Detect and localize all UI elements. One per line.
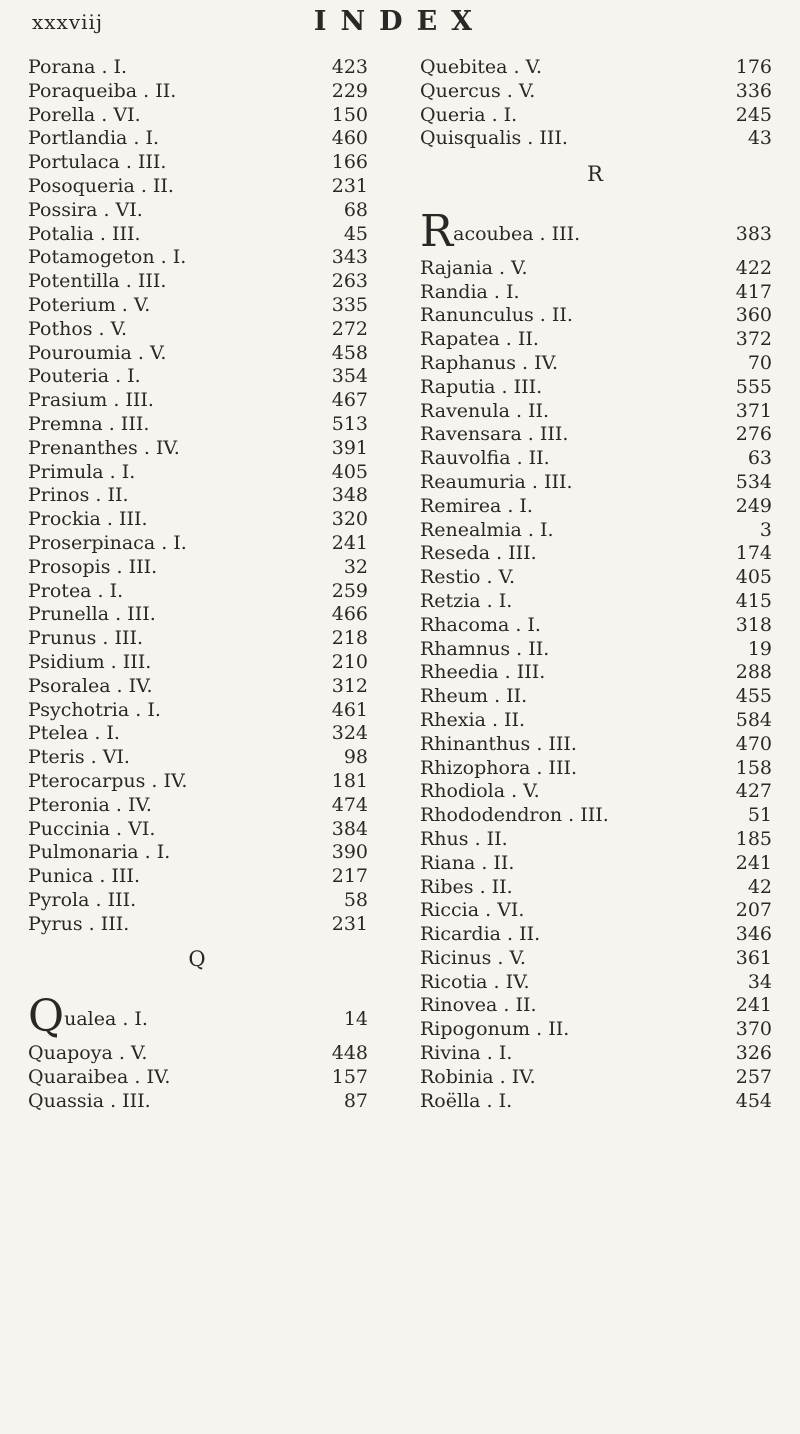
entry-page: 336	[735, 79, 772, 102]
entry-name: Rinovea . II.	[420, 994, 537, 1017]
index-entry	[28, 437, 368, 461]
entry-name: Raphanus . IV.	[420, 351, 559, 374]
entry-name: Punica . III.	[28, 865, 140, 888]
index-entry	[420, 257, 772, 281]
entry-name: Posoqueria . II.	[28, 174, 174, 197]
entry-name: Possira . VI.	[28, 198, 143, 221]
entry-name: ualea . I.	[64, 1008, 148, 1031]
entry-page: 43	[747, 127, 772, 150]
index-entry	[420, 1042, 772, 1066]
entry-name: Prockia . III.	[28, 508, 148, 531]
entry-name: Ribes . II.	[420, 875, 513, 898]
entry-page: 312	[331, 674, 368, 697]
drop-cap-q: Q	[28, 991, 65, 1043]
index-entry	[28, 889, 368, 913]
entry-page: 58	[343, 888, 368, 911]
entry-page: 19	[747, 637, 772, 660]
entry-page: 272	[331, 317, 368, 340]
entry-name: Protea . I.	[28, 579, 124, 602]
entry-name: acoubea . III.	[453, 222, 581, 245]
section-heading-r: R	[587, 162, 605, 187]
entry-name: Ricinus . V.	[420, 946, 526, 969]
index-entry	[420, 80, 772, 104]
entry-page: 324	[331, 722, 368, 745]
entry-page: 68	[343, 198, 368, 221]
right-entries-r	[420, 257, 772, 1114]
entry-page: 405	[331, 460, 368, 483]
entry-name: Ricotia . IV.	[420, 970, 530, 993]
index-entry	[28, 199, 368, 223]
index-entry	[420, 56, 772, 80]
entry-page: 174	[735, 542, 772, 565]
entry-page: 354	[331, 365, 368, 388]
entry-page: 460	[331, 127, 368, 150]
entry-name: Proserpinaca . I.	[28, 531, 187, 554]
entry-page: 390	[331, 841, 368, 864]
entry-page: 231	[331, 912, 368, 935]
entry-page: 257	[735, 1065, 772, 1088]
entry-page: 87	[343, 1089, 368, 1112]
entry-name: Pouteria . I.	[28, 365, 141, 388]
entry-name: Porella . VI.	[28, 103, 141, 126]
left-entries-p	[28, 56, 368, 936]
entry-name: Ricardia . II.	[420, 923, 541, 946]
entry-name: Poraqueiba . II.	[28, 79, 177, 102]
entry-name: Portulaca . III.	[28, 151, 167, 174]
entry-name: Rhamnus . II.	[420, 637, 550, 660]
entry-name: Pteronia . IV.	[28, 793, 152, 816]
entry-page: 51	[747, 804, 772, 827]
entry-page: 42	[747, 875, 772, 898]
entry-page: 467	[331, 389, 368, 412]
index-entry	[28, 1042, 368, 1066]
entry-page: 405	[735, 566, 772, 589]
index-entry	[28, 365, 368, 389]
entry-name: Rhinanthus . III.	[420, 732, 577, 755]
entry-page: 461	[331, 698, 368, 721]
index-entry	[28, 413, 368, 437]
entry-page: 348	[331, 484, 368, 507]
entry-page: 422	[735, 256, 772, 279]
entry-name: Reaumuria . III.	[420, 470, 573, 493]
entry-page: 218	[331, 627, 368, 650]
index-entry	[420, 590, 772, 614]
entry-page: 288	[735, 661, 772, 684]
entry-page: 241	[331, 531, 368, 554]
index-entry	[28, 770, 368, 794]
entry-page: 346	[735, 923, 772, 946]
index-entry	[28, 746, 368, 770]
index-entry	[28, 389, 368, 413]
section-heading-q: Q	[188, 947, 208, 972]
entry-page: 249	[735, 494, 772, 517]
entry-name: Ranunculus . II.	[420, 304, 573, 327]
entry-name: Pteris . VI.	[28, 746, 130, 769]
entry-page: 150	[331, 103, 368, 126]
index-entry-drop-cap	[420, 199, 772, 257]
index-entry	[28, 532, 368, 556]
entry-page: 534	[735, 470, 772, 493]
index-entry	[28, 223, 368, 247]
index-entry	[420, 566, 772, 590]
page-number: xxxviij	[32, 10, 104, 34]
entry-name: Rajania . V.	[420, 256, 528, 279]
entry-page: 555	[735, 375, 772, 398]
entry-page: 423	[331, 56, 368, 78]
entry-name: Psoralea . IV.	[28, 674, 153, 697]
entry-name: Roëlla . I.	[420, 1089, 513, 1112]
index-entry	[420, 423, 772, 447]
entry-page: 454	[735, 1089, 772, 1112]
entry-name: Porana . I.	[28, 56, 128, 78]
entry-name: Prosopis . III.	[28, 555, 158, 578]
index-entry	[28, 627, 368, 651]
index-entry	[420, 876, 772, 900]
index-entry	[28, 841, 368, 865]
index-entry	[420, 447, 772, 471]
entry-name: Potentilla . III.	[28, 270, 167, 293]
drop-cap-r: R	[420, 205, 454, 257]
entry-name: Primula . I.	[28, 460, 136, 483]
entry-name: Psidium . III.	[28, 650, 152, 673]
entry-name: Robinia . IV.	[420, 1065, 536, 1088]
index-entry	[420, 923, 772, 947]
index-entry	[420, 661, 772, 685]
entry-name: Queria . I.	[420, 103, 518, 126]
index-entry	[28, 675, 368, 699]
entry-name: Rhexia . II.	[420, 708, 526, 731]
entry-page: 70	[747, 351, 772, 374]
index-entry	[420, 638, 772, 662]
entry-name: Rheum . II.	[420, 685, 528, 708]
entry-page: 229	[331, 79, 368, 102]
entry-page: 513	[331, 412, 368, 435]
entry-name: Pyrola . III.	[28, 888, 137, 911]
index-entry-drop-cap	[28, 984, 368, 1042]
entry-page: 276	[735, 423, 772, 446]
entry-page: 371	[735, 399, 772, 422]
index-entry	[420, 685, 772, 709]
index-entry	[28, 104, 368, 128]
entry-page: 361	[735, 946, 772, 969]
entry-name: Rauvolfia . II.	[420, 447, 550, 470]
entry-name: Prunus . III.	[28, 627, 144, 650]
entry-name: Rhus . II.	[420, 827, 508, 850]
entry-page: 63	[747, 447, 772, 470]
index-entry	[420, 304, 772, 328]
entry-name: Rhodiola . V.	[420, 780, 540, 803]
entry-name: Rhododendron . III.	[420, 804, 609, 827]
index-entry	[420, 1090, 772, 1114]
entry-page: 474	[331, 793, 368, 816]
index-entry	[420, 994, 772, 1018]
left-entries-q	[28, 1042, 368, 1113]
index-entry	[28, 580, 368, 604]
index-entry	[420, 1066, 772, 1090]
index-entry	[28, 484, 368, 508]
index-entry	[420, 971, 772, 995]
index-entry	[28, 508, 368, 532]
index-entry	[28, 603, 368, 627]
index-entry	[28, 913, 368, 937]
page-header	[0, 0, 800, 50]
entry-name: Pterocarpus . IV.	[28, 769, 188, 792]
entry-page: 458	[331, 341, 368, 364]
index-entry	[420, 519, 772, 543]
entry-name: Rhacoma . I.	[420, 613, 541, 636]
entry-page: 417	[735, 280, 772, 303]
entry-page: 32	[343, 555, 368, 578]
entry-name: Quisqualis . III.	[420, 127, 568, 150]
index-entry	[420, 471, 772, 495]
entry-page: 263	[331, 270, 368, 293]
index-entry	[420, 899, 772, 923]
index-entry	[420, 947, 772, 971]
entry-name: Pouroumia . V.	[28, 341, 167, 364]
entry-page: 320	[331, 508, 368, 531]
index-entry	[28, 151, 368, 175]
entry-page: 241	[735, 851, 772, 874]
index-entry	[420, 400, 772, 424]
entry-name: Ripogonum . II.	[420, 1018, 570, 1041]
entry-name: Ptelea . I.	[28, 722, 120, 745]
index-entry	[28, 127, 368, 151]
entry-page: 455	[735, 685, 772, 708]
index-entry	[28, 294, 368, 318]
entry-name: Prunella . III.	[28, 603, 156, 626]
entry-page: 3	[759, 518, 772, 541]
entry-name: Quercus . V.	[420, 79, 536, 102]
entry-page: 384	[331, 817, 368, 840]
entry-page: 231	[331, 174, 368, 197]
index-entry	[420, 542, 772, 566]
entry-name: Rhizophora . III.	[420, 756, 577, 779]
index-entry	[28, 651, 368, 675]
index-entry	[420, 709, 772, 733]
index-entry	[420, 614, 772, 638]
entry-page: 158	[735, 756, 772, 779]
entry-name: Restio . V.	[420, 566, 516, 589]
entry-name: Rheedia . III.	[420, 661, 546, 684]
index-entry	[28, 461, 368, 485]
entry-name: Portlandia . I.	[28, 127, 160, 150]
entry-name: Randia . I.	[420, 280, 520, 303]
index-entry	[420, 352, 772, 376]
entry-name: Raputia . III.	[420, 375, 543, 398]
entry-page: 245	[735, 103, 772, 126]
entry-page: 185	[735, 827, 772, 850]
index-entry	[28, 318, 368, 342]
index-entry	[28, 1090, 368, 1114]
entry-name: Prenanthes . IV.	[28, 436, 180, 459]
index-entry	[28, 270, 368, 294]
entry-page: 427	[735, 780, 772, 803]
entry-name: Ravenula . II.	[420, 399, 550, 422]
entry-page: 318	[735, 613, 772, 636]
entry-name: Rapatea . II.	[420, 328, 539, 351]
entry-page: 415	[735, 589, 772, 612]
entry-page: 34	[747, 970, 772, 993]
index-entry	[28, 56, 368, 80]
index-entry	[420, 757, 772, 781]
entry-page: 207	[735, 899, 772, 922]
index-entry	[420, 804, 772, 828]
entry-name: Quapoya . V.	[28, 1042, 148, 1065]
entry-page: 217	[331, 865, 368, 888]
entry-page: 466	[331, 603, 368, 626]
entry-name: Reseda . III.	[420, 542, 537, 565]
index-entry	[420, 1018, 772, 1042]
index-entry	[420, 328, 772, 352]
entry-name: Quebitea . V.	[420, 56, 543, 78]
index-entry	[420, 104, 772, 128]
index-entry	[28, 342, 368, 366]
entry-page: 383	[735, 222, 772, 245]
entry-page: 98	[343, 746, 368, 769]
entry-page: 335	[331, 293, 368, 316]
entry-name: Psychotria . I.	[28, 698, 161, 721]
index-entry	[420, 828, 772, 852]
entry-name: Pothos . V.	[28, 317, 128, 340]
entry-name: Riana . II.	[420, 851, 515, 874]
index-entry	[420, 495, 772, 519]
index-entry	[420, 852, 772, 876]
entry-page: 391	[331, 436, 368, 459]
entry-page: 326	[735, 1042, 772, 1065]
index-entry	[420, 733, 772, 757]
index-entry	[420, 127, 772, 151]
entry-page: 370	[735, 1018, 772, 1041]
entry-name: Premna . III.	[28, 412, 150, 435]
right-column	[420, 56, 772, 1113]
entry-page: 14	[343, 1008, 368, 1031]
entry-name: Prinos . II.	[28, 484, 129, 507]
entry-page: 157	[331, 1065, 368, 1088]
entry-name: Pyrus . III.	[28, 912, 130, 935]
entry-name: Potamogeton . I.	[28, 246, 187, 269]
entry-name: Renealmia . I.	[420, 518, 554, 541]
entry-page: 210	[331, 650, 368, 673]
index-entry	[28, 246, 368, 270]
entry-page: 181	[331, 769, 368, 792]
page-title: INDEX	[313, 6, 487, 37]
index-entry	[28, 722, 368, 746]
entry-name: Ravensara . III.	[420, 423, 569, 446]
index-entry	[28, 175, 368, 199]
index-entry	[28, 865, 368, 889]
entry-page: 241	[735, 994, 772, 1017]
entry-name: Quassia . III.	[28, 1089, 151, 1112]
entry-page: 166	[331, 151, 368, 174]
entry-page: 176	[735, 56, 772, 78]
index-entry	[28, 794, 368, 818]
entry-page: 372	[735, 328, 772, 351]
entry-name: Poterium . V.	[28, 293, 151, 316]
index-entry	[28, 80, 368, 104]
entry-name: Prasium . III.	[28, 389, 154, 412]
entry-name: Retzia . I.	[420, 589, 513, 612]
entry-page: 259	[331, 579, 368, 602]
entry-name: Potalia . III.	[28, 222, 141, 245]
entry-page: 470	[735, 732, 772, 755]
entry-page: 45	[343, 222, 368, 245]
index-entry	[28, 818, 368, 842]
entry-page: 343	[331, 246, 368, 269]
entry-page: 360	[735, 304, 772, 327]
entry-name: Quaraibea . IV.	[28, 1065, 171, 1088]
index-entry	[28, 1066, 368, 1090]
index-entry	[28, 699, 368, 723]
entry-name: Riccia . VI.	[420, 899, 525, 922]
left-column	[28, 56, 368, 1113]
entry-name: Rivina . I.	[420, 1042, 513, 1065]
entry-name: Puccinia . VI.	[28, 817, 156, 840]
entry-name: Pulmonaria . I.	[28, 841, 171, 864]
right-entries-q	[420, 56, 772, 151]
entry-page: 448	[331, 1042, 368, 1065]
entry-page: 584	[735, 708, 772, 731]
index-entry	[28, 556, 368, 580]
index-entry	[420, 281, 772, 305]
index-entry	[420, 780, 772, 804]
index-entry	[420, 376, 772, 400]
entry-name: Remirea . I.	[420, 494, 533, 517]
